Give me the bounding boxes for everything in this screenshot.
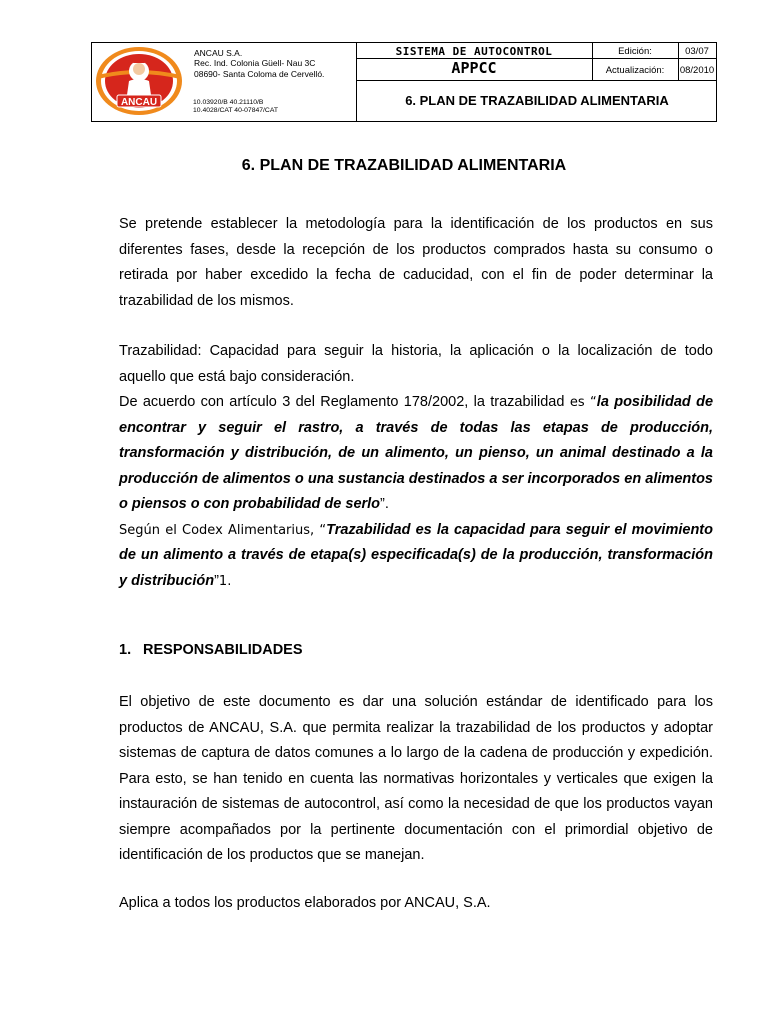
header-divider [356,80,717,81]
logo-text: ANCAU [120,97,158,108]
section-heading [119,642,303,658]
codex-close: ” [214,572,219,589]
reglamento-prefix: De acuerdo con artículo 3 del Reglamento 178/2002, la trazabilidad [119,394,565,410]
company-name: ANCAU S.A. [194,48,243,58]
codex-prefix: Según el Codex Alimentarius, “ [119,522,327,538]
system-title: SISTEMA DE AUTOCONTROL [395,45,553,58]
applies-paragraph: Aplica a todos los productos elaborados por ANCAU, S.A. [119,895,491,911]
reglamento-es: es “ [564,395,597,410]
codex-footnote: 1. [218,573,232,589]
codex-quote: Trazabilidad es la capacidad para seguir el movimiento de un alimento a través de etapa(s) especificada(s) de la producción, transformación y distribución [119,521,713,589]
ancau-logo [95,45,183,117]
registry-line1: 10.03920/B 40.21110/B [193,99,264,106]
definition-paragraph [119,339,713,594]
header-plan-title: 6. PLAN DE TRAZABILIDAD ALIMENTARIA [405,93,669,108]
reglamento-quote: la posibilidad de encontrar y seguir el rastro, a través de todas las etapas de producción, transformación y distribución, de un alimento, un pienso, un animal destinado a la producción de alimentos o una sustancia destinados a ser incorporados en alimentos o piensos o con probabilidad de serlo [119,394,714,512]
company-address-line2: 08690- Santa Coloma de Cervelló. [194,69,325,79]
trazabilidad-definition: Trazabilidad: Capacidad para seguir la historia, la aplicación o la localización de todo aquello que está bajo consideración. [119,343,713,385]
section-title: RESPONSABILIDADES [143,642,303,658]
document-title: 6. PLAN DE TRAZABILIDAD ALIMENTARIA [241,157,567,174]
section-paragraph: El objetivo de este documento es dar una solución estándar de identificado para los productos de ANCAU, S.A. que permita realizar la trazabilidad de los productos y adoptar sistemas de captura de datos comunes a lo largo de la cadena de producción y expedición. Para esto, se han tenido en cuenta las normativas horizontales y verticales que exigen la instauración de sistemas de autocontrol, así como la necesidad de que los productos vayan siempre acompañados por la pertinente documentación con el primordial objetivo de identificación de los productos que se manejan. [119,694,713,863]
edition-label: Edición: [618,46,652,57]
update-label: Actualización: [605,65,665,76]
company-address-line1: Rec. Ind. Colonia Güell- Nau 3C [194,58,316,68]
update-value: 08/2010 [679,65,715,76]
registry-line2: 10.4028/CAT 40-07847/CAT [193,107,279,114]
intro-paragraph: Se pretende establecer la metodología para la identificación de los productos en sus diferentes fases, desde la recepción de los productos comprados hasta su consumo o retirada por haber excedido la fecha de caducidad, con el fin de poder determinar la trazabilidad de los mismos. [119,216,713,309]
section-number: 1. [119,642,132,658]
appcc-title: APPCC [451,59,497,77]
reglamento-close: ”. [380,496,389,512]
edition-value: 03/07 [685,46,709,57]
document-header [91,42,717,122]
